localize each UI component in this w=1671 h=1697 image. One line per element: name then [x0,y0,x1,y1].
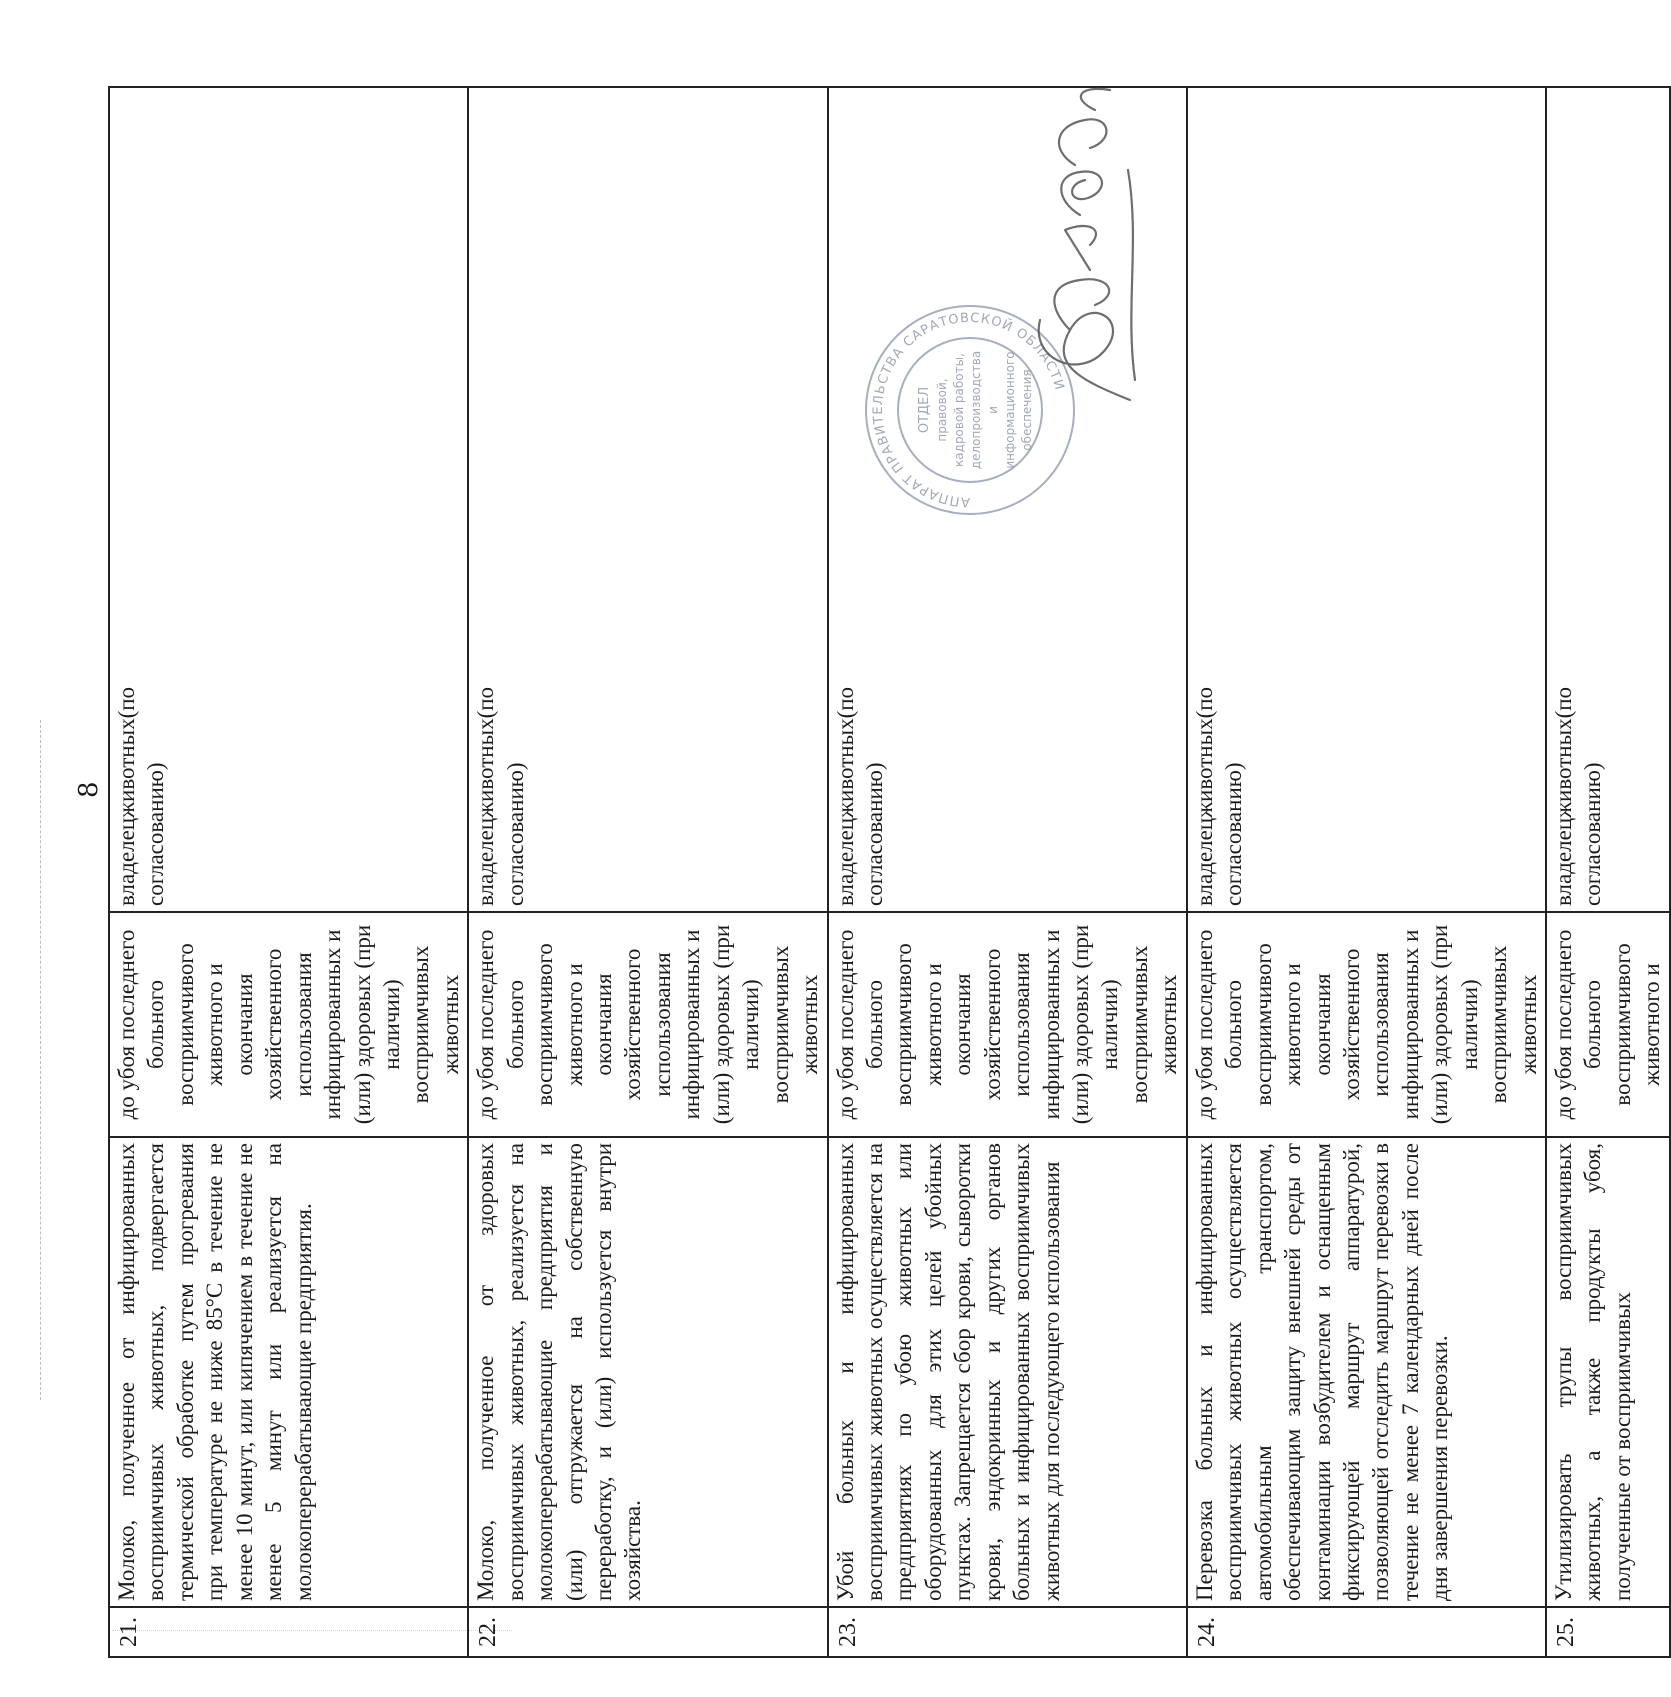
resp-po: (по [832,686,858,719]
row-number: 22. [468,1607,827,1657]
row-measure: Молоко, полученное от здоровых восприимчивых животных, реализуется на молокоперерабатывающие предприятия и (или) отгружается на собственную переработку, и (или) используется внутри хозяйства. [468,1137,827,1607]
resp-animals: животных [832,718,858,818]
resp-po: (по [473,686,499,719]
row-measure: Молоко, полученное от инфицированных восприимчивых животных, подвергается термической обработке путем прогревания при температуре не ниже 85°С в течение не менее 10 минут, или кипячением в течение не менее 5 минут или реализуется на молокоперерабатывающие предприятия. [109,1137,468,1607]
resp-owner: владелец [114,817,139,906]
row-responsible [109,87,468,912]
row-responsible [468,87,827,912]
resp-animals: животных [473,718,499,818]
row-measure: Убой больных и инфицированных восприимчивых животных осуществляется на предприятиях по убою животных или оборудованных для этих целей убойных пунктах. Запрещается сбор крови, сыворотки крови, эндокринных и других органов больных и инфицированных восприимчивых животных для последующего использования [828,1137,1187,1607]
row-responsible [1187,87,1546,912]
resp-owner: владелец [1551,817,1576,906]
table-row [1187,87,1546,1657]
resp-owner: владелец [1191,817,1217,906]
stamp-line: и [986,406,1000,414]
scan-edge-line [40,720,42,1400]
page-number: 8 [74,781,104,798]
resp-agreement: согласованию) [1221,762,1247,906]
row-term: до убоя последнего больного восприимчивого животного и [1546,912,1670,1137]
resp-animals: животных [1551,718,1576,818]
table-row [1546,87,1670,1657]
stamp-line: правовой, [935,378,949,442]
row-term: до убоя последнего больного восприимчивого животного и окончания хозяйственного использования инфицированных и (или) здоровых (при наличии) восприимчивых животных [109,912,468,1137]
resp-po: (по [1191,686,1217,719]
row-measure: Утилизировать трупы восприимчивых животных, а также продукты убоя, полученные от восприимчивых [1546,1137,1670,1607]
row-number: 24. [1187,1607,1546,1657]
row-number: 21. [109,1607,468,1657]
handwritten-signature [1010,80,1160,410]
stamp-line: обеспечения [1020,369,1034,451]
row-number: 23. [828,1607,1187,1657]
row-term: до убоя последнего больного восприимчивого животного и окончания хозяйственного использования инфицированных и (или) здоровых (при наличии) восприимчивых животных [468,912,827,1137]
stamp-line: кадровой работы, [952,353,966,467]
row-number: 25. [1546,1607,1670,1657]
stamp-line: ОТДЕЛ [917,386,932,434]
resp-owner: владелец [473,817,499,906]
resp-agreement: согласованию) [502,762,528,906]
stamp-line: делопроизводства [969,350,983,470]
signature-text: А.В. Бобров [1010,80,1017,81]
resp-po: (по [1551,686,1576,719]
resp-agreement: согласованию) [143,762,169,906]
resp-agreement: согласованию) [861,762,887,906]
row-term: до убоя последнего больного восприимчивого животного и окончания хозяйственного использования инфицированных и (или) здоровых (при наличии) восприимчивых животных [1187,912,1546,1137]
resp-owner: владелец [832,817,858,906]
resp-animals: животных [1191,718,1217,818]
resp-animals: животных [114,718,139,818]
table-row [468,87,827,1657]
table-row [109,87,468,1657]
stamp-ring-text: АППАРАТ ПРАВИТЕЛЬСТВА САРАТОВСКОЙ ОБЛАСТИ [870,310,1067,510]
resp-agreement: согласованию) [1580,762,1606,906]
row-measure: Перевозка больных и инфицированных восприимчивых животных осуществляется автомобильным транспортом, обеспечивающим защиту внешней среды от контаминации возбудителем и оснащенным фиксирующей маршрут аппаратурой, позволяющей отследить маршрут перевозки в течение не менее 7 календарных дней после дня завершения перевозки. [1187,1137,1546,1607]
row-responsible [1546,87,1670,912]
resp-po: (по [114,686,139,719]
row-term: до убоя последнего больного восприимчивого животного и окончания хозяйственного использования инфицированных и (или) здоровых (при наличии) восприимчивых животных [828,912,1187,1137]
stamp-line: информационного [1003,351,1017,469]
